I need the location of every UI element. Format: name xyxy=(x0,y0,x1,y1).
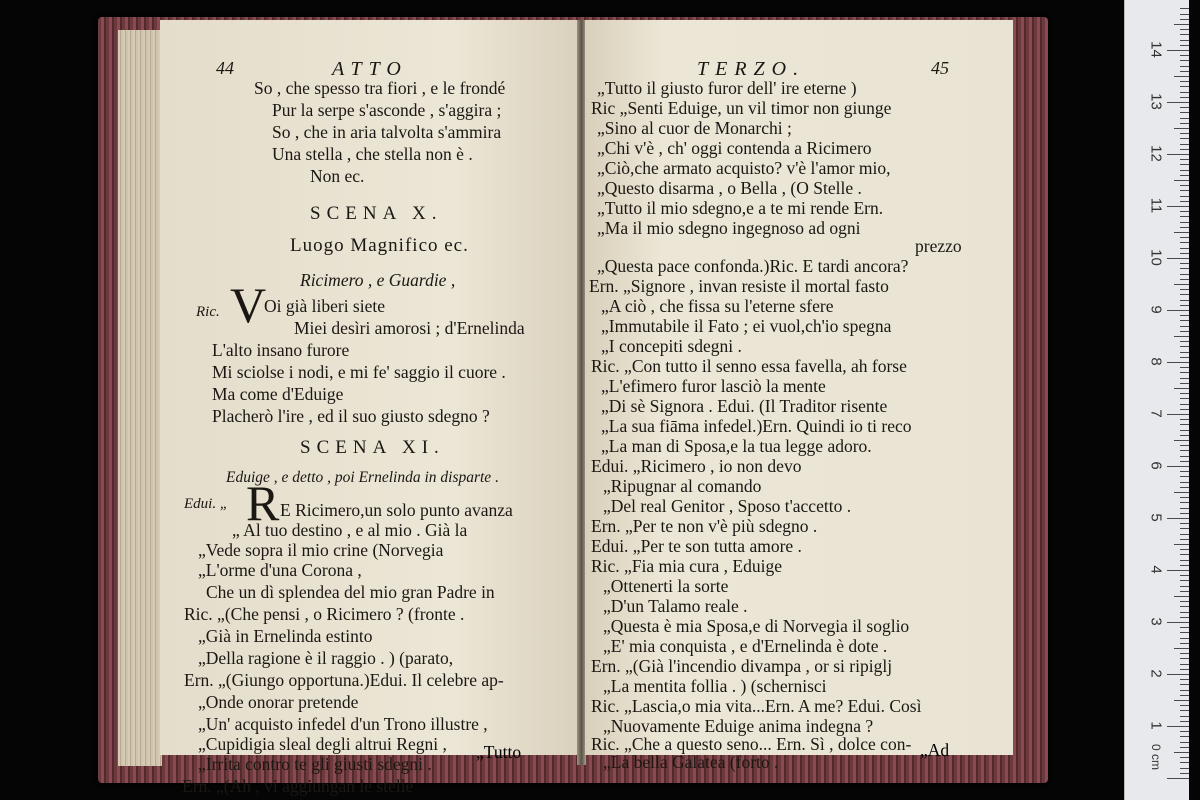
ruler-tick xyxy=(1167,206,1189,207)
ruler-tick xyxy=(1174,648,1189,649)
ruler-tick xyxy=(1174,24,1189,25)
ruler-tick xyxy=(1180,289,1189,290)
ruler-number: 11 xyxy=(1147,197,1165,214)
text-line: „Cupidigia sleal degli altrui Regni , xyxy=(198,734,447,754)
characters-line: Eduige , e detto , poi Ernelinda in disparte . xyxy=(226,469,499,486)
ruler-tick xyxy=(1180,367,1189,368)
text-line: „Ottenerti la sorte xyxy=(603,576,729,596)
text-line: Edui. „Ricimero , io non devo xyxy=(591,456,802,476)
ruler-tick xyxy=(1180,14,1189,15)
text-line: Ern. „(Già l'incendio divampa , or si ripiglj xyxy=(591,656,893,676)
ruler-tick xyxy=(1180,679,1189,680)
text-line: Ern. „(Giungo opportuna.)Edui. Il celebre ap- xyxy=(184,670,504,690)
ruler-tick xyxy=(1180,445,1189,446)
ruler-tick xyxy=(1180,40,1189,41)
page-edges xyxy=(118,30,162,766)
ruler-tick xyxy=(1180,716,1189,717)
ruler-tick xyxy=(1180,45,1189,46)
ruler-tick xyxy=(1180,55,1189,56)
ruler-tick xyxy=(1180,66,1189,67)
ruler-tick xyxy=(1180,237,1189,238)
ruler-tick xyxy=(1180,508,1189,509)
text-line: „Sino al cuor de Monarchi ; xyxy=(597,118,792,138)
ruler-tick xyxy=(1180,34,1189,35)
text-line: „E' mia conquista , e d'Ernelinda è dote . xyxy=(603,636,888,656)
scale-ruler xyxy=(1124,0,1189,800)
ruler-tick xyxy=(1180,575,1189,576)
ruler-tick xyxy=(1174,388,1189,389)
left-page xyxy=(160,20,578,796)
ruler-tick xyxy=(1180,133,1189,134)
ruler-tick xyxy=(1180,331,1189,332)
ruler-tick xyxy=(1180,222,1189,223)
text-line: Ric. „Che a questo seno... Ern. Sì , dolce con- xyxy=(591,734,912,754)
text-line: „Ripugnar al comando xyxy=(603,476,762,496)
ruler-tick xyxy=(1180,352,1189,353)
text-line: Ric „Senti Eduige, un vil timor non giunge xyxy=(591,98,892,118)
ruler-tick xyxy=(1180,591,1189,592)
text-line: „Tutto il giusto furor dell' ire eterne ) xyxy=(597,78,857,98)
ruler-tick xyxy=(1180,627,1189,628)
text-line: „Onde onorar pretende xyxy=(198,692,359,712)
ruler-tick xyxy=(1180,404,1189,405)
text-line: Che un dì splendea del mio gran Padre in xyxy=(206,582,495,602)
ruler-tick xyxy=(1180,398,1189,399)
ruler-tick xyxy=(1180,736,1189,737)
speaker-label: Edui. „ xyxy=(184,496,229,512)
ruler-tick xyxy=(1180,773,1189,774)
ruler-tick xyxy=(1180,664,1189,665)
ruler-tick xyxy=(1174,284,1189,285)
ruler-tick xyxy=(1180,8,1189,9)
ruler-tick xyxy=(1180,482,1189,483)
ruler-number: 12 xyxy=(1147,145,1165,162)
text-line: Pur la serpe s'asconde , s'aggira ; xyxy=(272,100,502,120)
ruler-tick xyxy=(1180,118,1189,119)
ruler-tick xyxy=(1180,430,1189,431)
drop-cap: R xyxy=(246,475,280,531)
ruler-tick xyxy=(1180,268,1189,269)
text-line: „Irrita contro te gli giusti sdegni . xyxy=(198,754,432,774)
ruler-tick xyxy=(1180,586,1189,587)
ruler-tick xyxy=(1180,81,1189,82)
text-line: Una stella , che stella non è . xyxy=(272,144,473,164)
catchword: „Tutto xyxy=(476,742,522,762)
page-number: 44 xyxy=(216,58,234,78)
text-line: „Ciò,che armato acquisto? v'è l'amor mio, xyxy=(597,158,891,178)
ruler-tick xyxy=(1180,601,1189,602)
ruler-number: 13 xyxy=(1147,93,1165,110)
ruler-tick xyxy=(1180,185,1189,186)
ruler-tick xyxy=(1180,690,1189,691)
ruler-tick xyxy=(1174,596,1189,597)
ruler-tick xyxy=(1180,107,1189,108)
characters-line: Ricimero , e Guardie , xyxy=(300,270,456,290)
text-line: „A ciò , che fissa su l'eterne sfere xyxy=(601,296,834,316)
ruler-tick xyxy=(1180,300,1189,301)
catchword: „Ad xyxy=(920,740,950,760)
text-line: „I concepiti sdegni . xyxy=(601,336,742,356)
ruler-tick xyxy=(1180,29,1189,30)
speaker-label: Ric. xyxy=(196,304,220,320)
ruler-tick xyxy=(1180,476,1189,477)
ruler-tick xyxy=(1180,497,1189,498)
ruler-tick xyxy=(1180,372,1189,373)
ruler-tick xyxy=(1174,180,1189,181)
ruler-tick xyxy=(1180,190,1189,191)
ruler-tick xyxy=(1180,315,1189,316)
ruler-tick xyxy=(1180,149,1189,150)
ruler-number: 6 xyxy=(1147,461,1165,470)
ruler-tick xyxy=(1180,643,1189,644)
ruler-tick xyxy=(1180,762,1189,763)
ruler-tick xyxy=(1180,341,1189,342)
ruler-tick xyxy=(1180,757,1189,758)
ruler-tick xyxy=(1180,731,1189,732)
scene-heading: SCENA XI. xyxy=(300,437,445,458)
ruler-tick xyxy=(1174,232,1189,233)
ruler-tick xyxy=(1180,638,1189,639)
ruler-tick xyxy=(1180,393,1189,394)
text-line: „La sua fiāma infedel.)Ern. Quindi io ti reco xyxy=(601,416,912,436)
ruler-tick xyxy=(1180,71,1189,72)
text-line: „Della ragione è il raggio . ) (parato, xyxy=(198,648,454,668)
ruler-number: 7 xyxy=(1147,409,1165,418)
ruler-tick xyxy=(1180,97,1189,98)
text-line: „L'efimero furor lasciò la mente xyxy=(601,376,826,396)
text-line: Mi sciolse i nodi, e mi fe' saggio il cuore . xyxy=(212,362,506,382)
ruler-tick xyxy=(1180,320,1189,321)
ruler-number: 9 xyxy=(1147,305,1165,314)
ruler-tick xyxy=(1180,378,1189,379)
ruler-number: 3 xyxy=(1147,617,1165,626)
ruler-tick xyxy=(1180,456,1189,457)
ruler-tick xyxy=(1180,253,1189,254)
ruler-number: 1 xyxy=(1147,721,1165,730)
ruler-tick xyxy=(1167,674,1189,675)
ruler-tick xyxy=(1180,710,1189,711)
text-line: prezzo xyxy=(915,236,962,256)
scene-heading: SCENA X. xyxy=(310,203,443,224)
ruler-tick xyxy=(1180,248,1189,249)
ruler-tick xyxy=(1180,159,1189,160)
ruler-tick xyxy=(1180,487,1189,488)
text-line: „Questa è mia Sposa,e di Norvegia il soglio xyxy=(603,616,910,636)
ruler-tick xyxy=(1174,700,1189,701)
text-line: „ Al tuo destino , e al mio . Già la xyxy=(232,520,468,540)
ruler-number: 5 xyxy=(1147,513,1165,522)
ruler-tick xyxy=(1167,622,1189,623)
ruler-number: 14 xyxy=(1147,41,1165,58)
text-line: Ric. „Lascia,o mia vita...Ern. A me? Edui. Così xyxy=(591,696,922,716)
ruler-tick xyxy=(1180,86,1189,87)
ruler-tick xyxy=(1180,92,1189,93)
ruler-tick xyxy=(1167,414,1189,415)
ruler-tick xyxy=(1180,612,1189,613)
text-line: „Del real Genitor , Sposo t'accetto . xyxy=(603,496,852,516)
ruler-tick xyxy=(1167,50,1189,51)
ruler-tick xyxy=(1180,279,1189,280)
ruler-tick xyxy=(1180,658,1189,659)
ruler-tick xyxy=(1180,435,1189,436)
ruler-tick xyxy=(1167,154,1189,155)
running-head: ATTO xyxy=(332,58,408,80)
ruler-tick xyxy=(1180,305,1189,306)
text-line: „Tutto il mio sdegno,e a te mi rende Ern. xyxy=(597,198,884,218)
text-line: „D'un Talamo reale . xyxy=(603,596,748,616)
ruler-tick xyxy=(1174,752,1189,753)
text-line: „Di sè Signora . Edui. (Il Traditor risente xyxy=(601,396,888,416)
ruler-tick xyxy=(1180,653,1189,654)
text-line: So , che in aria talvolta s'ammira xyxy=(272,122,502,142)
ruler-tick xyxy=(1167,570,1189,571)
ruler-tick xyxy=(1174,336,1189,337)
ruler-tick xyxy=(1180,216,1189,217)
text-line: „Un' acquisto infedel d'un Trono illustre , xyxy=(198,714,488,734)
ruler-tick xyxy=(1180,274,1189,275)
ruler-tick xyxy=(1180,242,1189,243)
text-line: „Chi v'è , ch' oggi contenda a Ricimero xyxy=(597,138,872,158)
ruler-tick xyxy=(1180,138,1189,139)
ruler-tick xyxy=(1180,742,1189,743)
text-line: So , che spesso tra fiori , e le frondé xyxy=(254,78,506,98)
ruler-tick xyxy=(1167,310,1189,311)
text-line: Miei desìri amorosi ; d'Ernelinda xyxy=(294,318,525,338)
ruler-tick xyxy=(1174,440,1189,441)
ruler-tick xyxy=(1180,580,1189,581)
ruler-tick xyxy=(1167,778,1189,779)
ruler-tick xyxy=(1180,19,1189,20)
ruler-tick xyxy=(1180,60,1189,61)
text-line: „Questa pace confonda.)Ric. E tardi ancora? xyxy=(597,256,909,276)
text-line: Non ec. xyxy=(310,166,365,186)
ruler-tick xyxy=(1180,263,1189,264)
ruler-tick xyxy=(1180,669,1189,670)
ruler-tick xyxy=(1174,492,1189,493)
ruler-tick xyxy=(1180,554,1189,555)
text-line: L'alto insano furore xyxy=(212,340,350,360)
ruler-tick xyxy=(1180,346,1189,347)
ruler-tick xyxy=(1180,294,1189,295)
ruler-tick xyxy=(1180,211,1189,212)
ruler-tick xyxy=(1167,518,1189,519)
ruler-tick xyxy=(1180,424,1189,425)
ruler-number: 8 xyxy=(1147,357,1165,366)
ruler-tick xyxy=(1180,419,1189,420)
text-line: Ric. „Con tutto il senno essa favella, ah forse xyxy=(591,356,907,376)
ruler-tick xyxy=(1180,123,1189,124)
ruler-tick xyxy=(1180,383,1189,384)
ruler-tick xyxy=(1180,175,1189,176)
ruler-tick xyxy=(1180,196,1189,197)
ruler-tick xyxy=(1180,409,1189,410)
text-line: Ern. „Per te non v'è più sdegno . xyxy=(591,516,818,536)
ruler-tick xyxy=(1180,705,1189,706)
text-line: „Immutabile il Fato ; ei vuol,ch'io spegna xyxy=(601,316,892,336)
ruler-tick xyxy=(1180,201,1189,202)
text-line: Ern. „Signore , invan resiste il mortal fasto xyxy=(589,276,889,296)
text-line: E Ricimero,un solo punto avanza xyxy=(280,500,513,520)
ruler-tick xyxy=(1180,170,1189,171)
text-line: „La man di Sposa,e la tua legge adoro. xyxy=(601,436,872,456)
text-line: „Ma il mio sdegno ingegnoso ad ogni xyxy=(597,218,861,238)
ruler-tick xyxy=(1180,471,1189,472)
ruler-number: 10 xyxy=(1147,249,1165,266)
ruler-tick xyxy=(1180,112,1189,113)
ruler-tick xyxy=(1180,528,1189,529)
text-line: „Nuovamente Eduige anima indegna ? xyxy=(603,716,874,736)
text-line: „La mentita follia . ) (schernisci xyxy=(603,676,827,696)
text-line: „La bella Galatea (forto . xyxy=(603,752,779,772)
ruler-tick xyxy=(1180,534,1189,535)
ruler-tick xyxy=(1180,565,1189,566)
ruler-tick xyxy=(1167,102,1189,103)
text-line: Placherò l'ire , ed il suo giusto sdegno ? xyxy=(212,406,490,426)
ruler-number: 2 xyxy=(1147,669,1165,678)
ruler-tick xyxy=(1180,144,1189,145)
text-line: Ric. „(Che pensi , o Ricimero ? (fronte . xyxy=(184,604,465,624)
ruler-tick xyxy=(1180,747,1189,748)
ruler-tick xyxy=(1167,362,1189,363)
text-line: Oi già liberi siete xyxy=(264,296,386,316)
right-page xyxy=(585,20,1013,772)
setting-line: Luogo Magnifico ec. xyxy=(290,235,469,256)
ruler-tick xyxy=(1180,164,1189,165)
ruler-tick xyxy=(1180,617,1189,618)
ruler-tick xyxy=(1174,76,1189,77)
ruler-tick xyxy=(1180,768,1189,769)
ruler-tick xyxy=(1167,726,1189,727)
ruler-tick xyxy=(1180,227,1189,228)
ruler-tick xyxy=(1174,128,1189,129)
ruler-tick xyxy=(1180,539,1189,540)
ruler-tick xyxy=(1180,684,1189,685)
ruler-tick xyxy=(1180,326,1189,327)
ruler-tick xyxy=(1180,357,1189,358)
text-line: Ma come d'Eduige xyxy=(212,384,344,404)
text-line: „L'orme d'una Corona , xyxy=(198,560,362,580)
text-line: Ern. „(Ah , vi aggiungan le stelle xyxy=(182,776,414,796)
ruler-tick xyxy=(1180,549,1189,550)
text-line: Edui. „Per te son tutta amore . xyxy=(591,536,802,556)
text-line: „Già in Ernelinda estinto xyxy=(198,626,373,646)
ruler-tick xyxy=(1180,560,1189,561)
ruler-tick xyxy=(1167,466,1189,467)
ruler-tick xyxy=(1180,523,1189,524)
ruler-tick xyxy=(1180,695,1189,696)
ruler-number: 4 xyxy=(1147,565,1165,574)
ruler-tick xyxy=(1180,606,1189,607)
page-number: 45 xyxy=(931,58,949,78)
running-head: TERZO. xyxy=(697,58,806,80)
ruler-tick xyxy=(1180,632,1189,633)
ruler-tick xyxy=(1180,461,1189,462)
ruler-tick xyxy=(1167,258,1189,259)
ruler-tick xyxy=(1174,544,1189,545)
ruler-tick xyxy=(1180,721,1189,722)
ruler-tick xyxy=(1180,513,1189,514)
text-line: „Questo disarma , o Bella , (O Stelle . xyxy=(597,178,862,198)
text-line: „Vede sopra il mio crine (Norvegia xyxy=(198,540,444,560)
ruler-unit: 0 cm xyxy=(1149,743,1163,770)
drop-cap: V xyxy=(230,277,267,333)
ruler-tick xyxy=(1180,450,1189,451)
ruler-tick xyxy=(1180,502,1189,503)
text-line: Ric. „Fia mia cura , Eduige xyxy=(591,556,782,576)
